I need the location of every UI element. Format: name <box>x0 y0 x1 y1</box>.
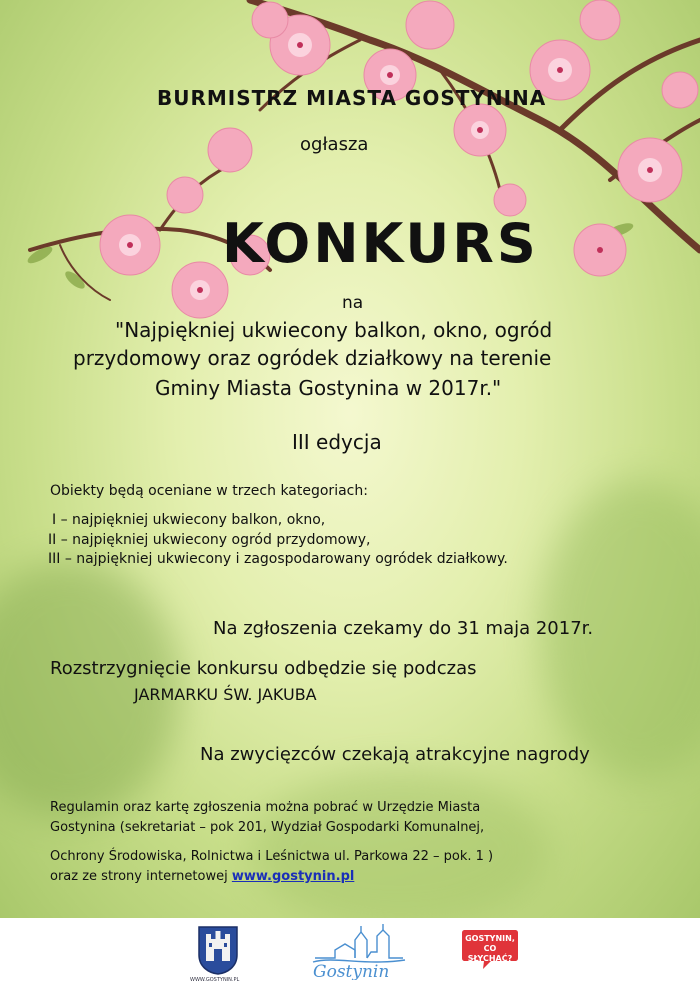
crest-caption: WWW.GOSTYNIN.PL <box>190 977 240 983</box>
regulations-line: Gostynina (sekretariat – pok 201, Wydział Gospodarki Komunalnej, <box>50 820 485 835</box>
regulations-line <box>50 869 354 884</box>
category-item: III – najpiękniej ukwiecony i zagospodarowany ogródek działkowy. <box>48 551 508 567</box>
background-foliage <box>250 770 550 918</box>
prizes-text: Na zwycięzców czekają atrakcyjne nagrody <box>200 744 590 765</box>
badge-text: GOSTYNIN, CO SŁYCHAĆ? <box>465 934 515 963</box>
town-crest-icon <box>197 925 239 975</box>
regulations-line: Regulamin oraz kartę zgłoszenia można pobrać w Urzędzie Miasta <box>50 800 481 815</box>
contest-subject-line: "Najpiękniej ukwiecony balkon, okno, ogród <box>115 318 553 342</box>
gostynin-logo-icon <box>305 922 415 980</box>
edition-label: III edycja <box>292 430 382 454</box>
result-announcement: Rozstrzygnięcie konkursu odbędzie się podczas <box>50 658 477 679</box>
issuer-heading: BURMISTRZ MIASTA GOSTYNINA <box>157 86 547 110</box>
regulations-line: Ochrony Środowiska, Rolnictwa i Leśnictwa ul. Parkowa 22 – pok. 1 ) <box>50 849 494 864</box>
svg-text:Gostynin: Gostynin <box>313 962 390 980</box>
event-name: JARMARKU ŚW. JAKUBA <box>134 685 317 704</box>
contest-title: KONKURS <box>222 212 539 275</box>
deadline-text: Na zgłoszenia czekamy do 31 maja 2017r. <box>213 618 594 639</box>
footer-logos <box>0 918 700 990</box>
contest-subject-line: Gminy Miasta Gostynina w 2017r." <box>155 376 502 400</box>
category-item: II – najpiękniej ukwiecony ogród przydomowy, <box>48 532 371 548</box>
category-item: I – najpiękniej ukwiecony balkon, okno, <box>52 512 326 528</box>
cherry-blossom-branch <box>0 0 700 340</box>
website-link[interactable]: www.gostynin.pl <box>231 869 355 884</box>
regulations-prefix: oraz ze strony internetowej <box>50 869 232 884</box>
announces-text: ogłasza <box>300 134 369 155</box>
categories-intro: Obiekty będą oceniane w trzech kategoriach: <box>50 483 368 499</box>
contest-subject-line: przydomowy oraz ogródek działkowy na terenie <box>73 346 552 370</box>
on-text: na <box>342 293 364 313</box>
